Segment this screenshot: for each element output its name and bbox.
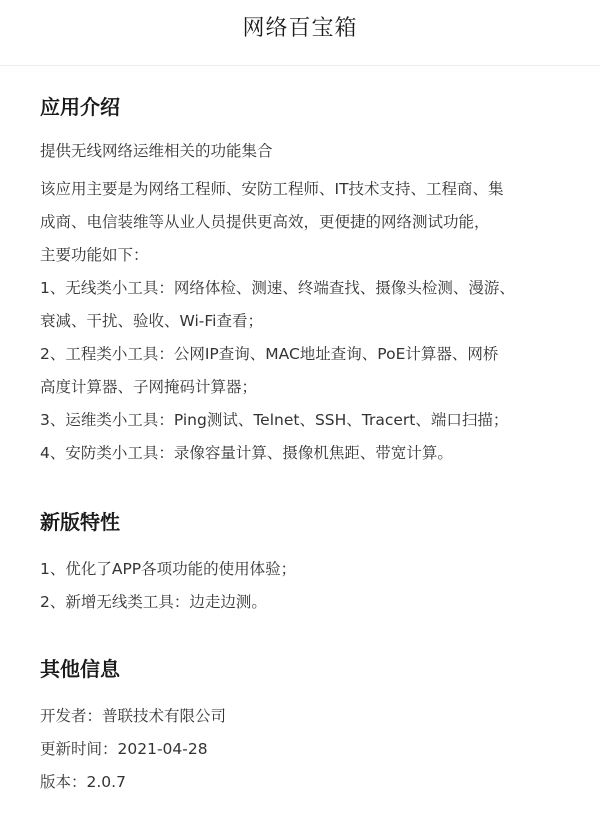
app-title: 网络百宝箱	[242, 16, 358, 41]
intro-section	[40, 93, 560, 470]
intro-heading: 应用介绍	[40, 95, 120, 119]
intro-line: 3、运维类小工具：Ping测试、Telnet、SSH、Tracert、端口扫描；	[40, 411, 509, 429]
intro-line: 主要功能如下：	[40, 246, 149, 264]
other-info-list	[40, 700, 560, 799]
intro-line: 成商、电信装维等从业人员提供更高效，更便捷的网络测试功能，	[40, 213, 490, 231]
intro-line: 4、安防类小工具：录像容量计算、摄像机焦距、带宽计算。	[40, 444, 453, 462]
new-feature-item: 1、优化了APP各项功能的使用体验；	[40, 560, 297, 578]
app-detail-content	[0, 93, 600, 799]
app-header	[0, 0, 600, 66]
new-features-section	[40, 508, 560, 619]
update-time-info: 更新时间：2021-04-28	[40, 740, 208, 758]
intro-tagline: 提供无线网络运维相关的功能集合	[40, 142, 273, 160]
version-info: 版本：2.0.7	[40, 773, 126, 791]
other-info-section	[40, 655, 560, 799]
intro-line: 该应用主要是为网络工程师、安防工程师、IT技术支持、工程商、集	[40, 180, 504, 198]
new-feature-item: 2、新增无线类工具：边走边测。	[40, 593, 267, 611]
intro-line: 1、无线类小工具：网络体检、测速、终端查找、摄像头检测、漫游、	[40, 279, 515, 297]
intro-line: 高度计算器、子网掩码计算器；	[40, 378, 258, 396]
intro-description	[40, 173, 560, 470]
new-features-heading: 新版特性	[40, 510, 120, 534]
intro-line: 衰减、干扰、验收、Wi-Fi查看；	[40, 312, 263, 330]
intro-line: 2、工程类小工具：公网IP查询、MAC地址查询、PoE计算器、网桥	[40, 345, 499, 363]
other-info-heading: 其他信息	[40, 657, 120, 681]
new-features-list	[40, 553, 560, 619]
developer-info: 开发者：普联技术有限公司	[40, 707, 227, 725]
